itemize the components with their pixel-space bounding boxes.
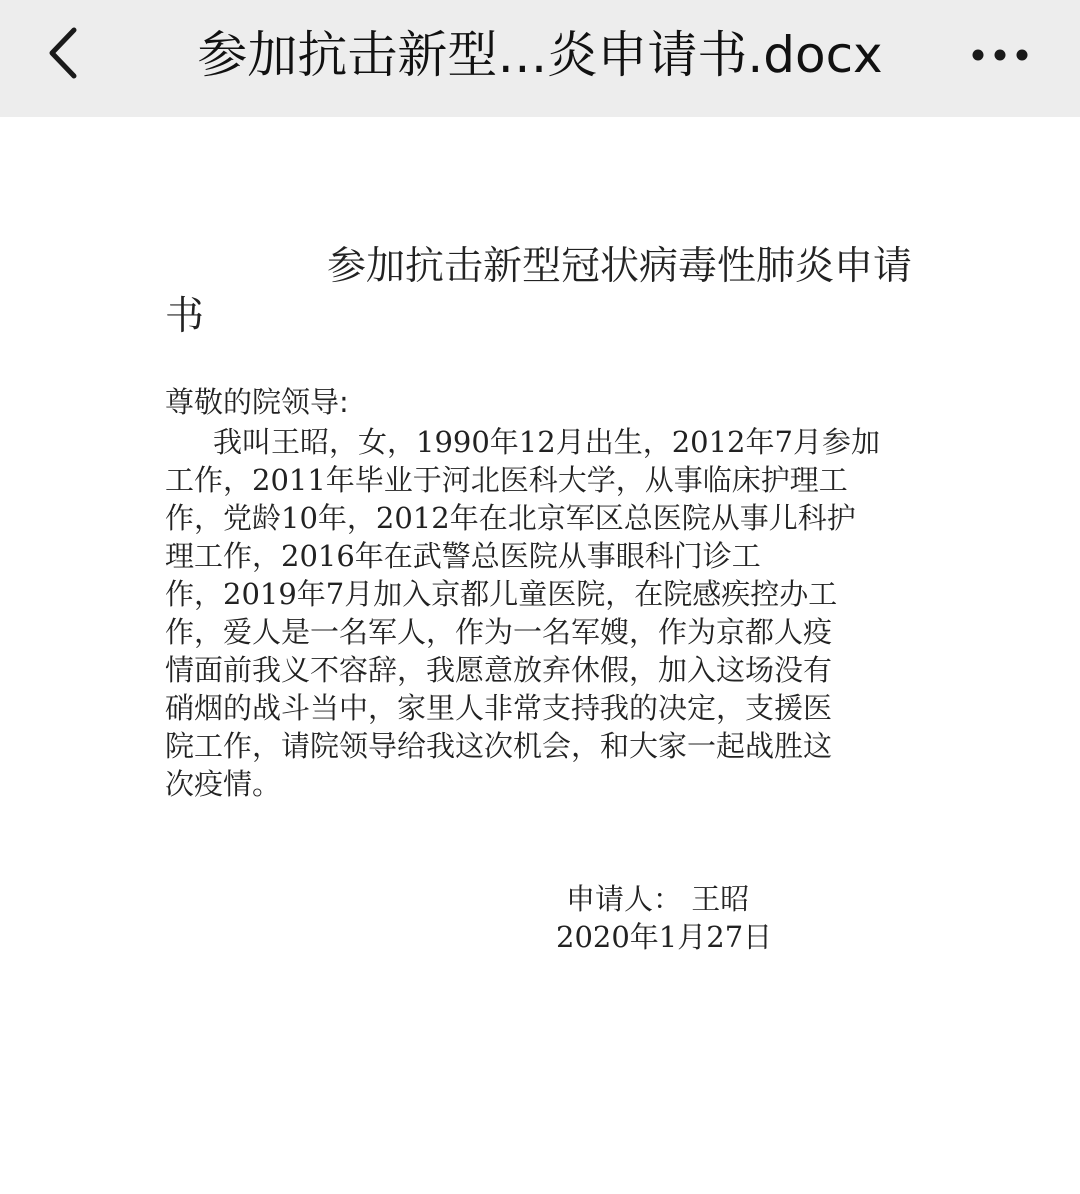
document-page [0, 117, 1080, 1194]
more-dots-icon [962, 30, 1038, 80]
body-line: 作，2019年7月加入京都儿童医院，在院感疾控办工 [165, 577, 838, 611]
body-line: 我叫王昭，女，1990年12月出生，2012年7月参加 [213, 425, 880, 459]
document-title: 参加抗击新型冠状病毒性肺炎申请书 [165, 244, 913, 339]
top-navigation-bar [0, 0, 1080, 117]
body-line: 情面前我义不容辞，我愿意放弃休假，加入这场没有 [165, 653, 833, 687]
signature-date: 2020年1月27日 [556, 920, 773, 954]
body-line: 硝烟的战斗当中，家里人非常支持我的决定，支援医 [165, 691, 833, 725]
body-line: 作，爱人是一名军人，作为一名军嫂，作为京都人疫 [165, 615, 833, 649]
salutation: 尊敬的院领导: [165, 385, 349, 419]
body-line: 理工作，2016年在武警总医院从事眼科门诊工 [165, 539, 761, 573]
more-options-button[interactable] [962, 30, 1038, 80]
applicant-signature: 申请人： 王昭 [566, 882, 750, 916]
body-line: 工作，2011年毕业于河北医科大学，从事临床护理工 [165, 463, 848, 497]
back-button[interactable] [30, 18, 100, 88]
document-filename-title: 参加抗击新型…炎申请书.docx [197, 26, 883, 84]
document-body [165, 423, 925, 803]
chevron-left-icon [30, 18, 100, 88]
body-line: 作，党龄10年，2012年在北京军区总医院从事儿科护 [165, 501, 856, 535]
body-line: 院工作，请院领导给我这次机会，和大家一起战胜这 [165, 729, 833, 763]
body-line: 次疫情。 [165, 767, 282, 801]
